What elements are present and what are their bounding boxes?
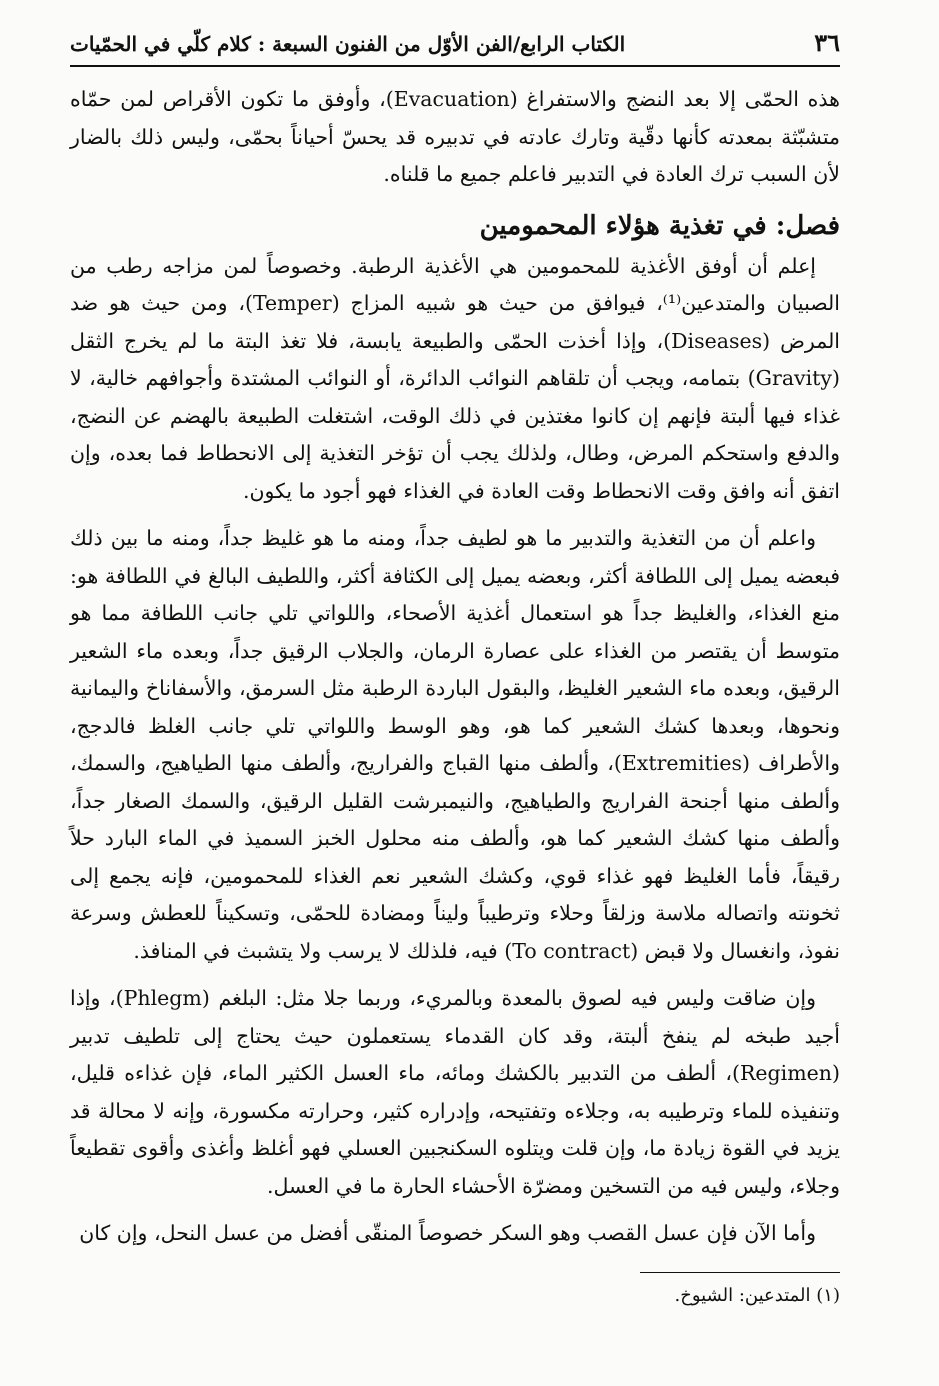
page-header <box>70 28 840 67</box>
page-body <box>70 81 840 1253</box>
intro-paragraph: هذه الحمّى إلا بعد النضج والاستفراغ (Evacuation)، وأوفق ما تكون الأقراص لمن حمّاه متشبّثة بمعدته كأنها دقّية وتارك عادته في تدبيره قد يحسّ أحياناً بحمّى، وليس ذلك بالضار لأن السبب ترك العادة في التدبير فاعلم جميع ما قلناه. <box>70 87 840 186</box>
footnote-rule <box>640 1272 840 1273</box>
footnote-area <box>70 1272 840 1313</box>
section-heading: فصل: في تغذية هؤلاء المحمومين <box>479 210 840 241</box>
page <box>70 28 840 1253</box>
paragraph-3: وإن ضاقت وليس فيه لصوق بالمعدة وبالمريء، وربما جلا مثل: البلغم (Phlegm)، وإذا أجيد طبخه لم ينفخ ألبتة، وقد كان القدماء يستعملون حيث يحتاج إلى تلطيف تدبير (Regimen)، ألطف من التدبير بالكشك ومائه، ماء العسل الكثير الماء، فإن غذاءه قليل، وتنفيذه للماء وترطيبه به، وجلاءه وتفتيحه، وإدراره كثير، وحرارته مكسورة، وإنه لا محالة قد يزيد في القوة زيادة ما، وإن قلت ويتلوه السكنجبين العسلي فهو أغلظ وأغذى وأقوى تقطيعاً وجلاء، وليس فيه من التسخين ومضرّة الأحشاء الحارة ما في العسل. <box>70 986 840 1198</box>
running-title: الكتاب الرابع/الفن الأوّل من الفنون السبعة : كلام كلّي في الحمّيات <box>70 32 626 56</box>
paragraph-4: وأما الآن فإن عسل القصب وهو السكر خصوصاً المنقّى أفضل من عسل النحل، وإن كان <box>79 1221 816 1245</box>
page-number: ٣٦ <box>814 28 840 57</box>
paragraph-1: إعلم أن أوفق الأغذية للمحمومين هي الأغذية الرطبة. وخصوصاً لمن مزاجه رطب من الصبيان والمتدعين⁽¹⁾، فيوافق من حيث هو شبيه المزاج (Temper)، ومن حيث هو ضد المرض (Diseases)، وإذا أخذت الحمّى والطبيعة يابسة، فلا تغذ البتة ما لم يخرج الثقل (Gravity) بتمامه، ويجب أن تلقاهم النوائب الدائرة، أو النوائب المشتدة وأجوافهم خالية، لا غذاء فيها ألبتة فإنهم إن كانوا مغتذين في ذلك الوقت، اشتغلت الطبيعة بالهضم عن النضج، والدفع واستحكم المرض، وطال، ولذلك يجب أن تؤخر التغذية إلى الانحطاط فما بعده، وإن اتفق أنه وافق وقت الانحطاط وقت العادة في الغذاء فهو أجود ما يكون. <box>70 253 841 503</box>
footnote: (١) المتدعين: الشيوخ. <box>674 1285 840 1306</box>
paragraph-2: واعلم أن من التغذية والتدبير ما هو لطيف جداً، ومنه ما هو غليظ جداً، ومنه ما بين ذلك فبعضه يميل إلى اللطافة أكثر، وبعضه يميل إلى الكثافة أكثر، واللطيف البالغ في اللطافة هو: منع الغذاء، والغليظ جداً هو استعمال أغذية الأصحاء، واللواتي تلي جانب اللطافة مما هو متوسط أن يقتصر من الغذاء على عصارة الرمان، والجلاب الرقيق جداً، وبعده ماء الشعير الرقيق، وبعده ماء الشعير الغليظ، والبقول الباردة الرطبة مثل السرمق، والأسفاناخ واليمانية ونحوها، وبعدها كشك الشعير كما هو، وهو الوسط واللواتي تلي جانب الغلظ فالدجج، والأطراف (Extremities)، وألطف منها القباج والفراريج، وألطف منها الطياهيج، والسمك، وألطف منها أجنحة الفراريج والطياهيج، والنيمبرشت القليل الرقيق، والسمك الصغار جداً، وألطف منها كشك الشعير كما هو، وألطف منه محلول الخبز السميذ في الماء البارد حلاً رقيقاً، فأما الغليظ فهو غذاء قوي، وكشك الشعير نعم الغذاء للمحمومين، فإنه يجمع إلى ثخونته واتصاله ملاسة وزلقاً وحلاء وترطيباً وليناً ومضادة للحمّى، وتسكيناً للعطش وسرعة نفوذ، وانغسال ولا قبض (To contract) فيه، فلذلك لا يرسب ولا يتشبث في المنافذ. <box>70 526 840 963</box>
